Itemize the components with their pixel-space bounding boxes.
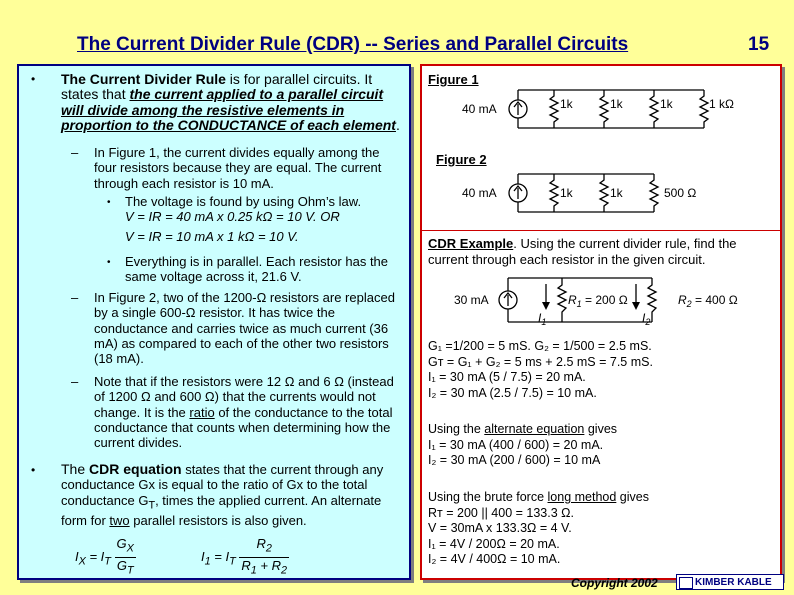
example-intro-text: . Using the current divider rule, find the current through each resistor in the given circuit. bbox=[428, 236, 737, 267]
eq-two: two bbox=[109, 513, 130, 529]
ratio-text-b: of the conductance to the total conductance that counts when determining how the current divides. bbox=[94, 404, 393, 451]
fig1-source-label: 40 mA bbox=[462, 102, 497, 116]
panel-divider bbox=[422, 230, 780, 231]
cdr-text: is for parallel circuits. It states that bbox=[61, 71, 373, 103]
title-text: The Current Divider Rule (CDR) -- Series and Parallel Circuits bbox=[77, 34, 629, 55]
cdr-formula: $I_X = I_T$ $\frac{G_X}{G_T}$ bbox=[75, 536, 134, 577]
kimber-kable-logo bbox=[676, 574, 784, 590]
fig1-r1: 1k bbox=[560, 97, 573, 111]
parallel-voltage-note: Everything is in parallel. Each resistor has the same voltage across it, 21.6 V. bbox=[125, 254, 389, 285]
cdr-period: . bbox=[395, 116, 400, 133]
brute-line: V = 30mA x 133.3Ω = 4 V. bbox=[428, 521, 572, 535]
alternate-solution bbox=[428, 422, 617, 469]
eq-text-d: , times the applied current. An alternate form for bbox=[61, 492, 382, 529]
ohms-law-line: The voltage is found by using Ohm’s law. bbox=[125, 194, 362, 209]
alternate-heading: Using the alternate equation gives bbox=[428, 422, 618, 436]
example-source: 30 mA bbox=[454, 293, 489, 307]
dash-marker: – bbox=[71, 145, 79, 160]
alternate-line: I₂ = 30 mA (200 / 600) = 10 mA bbox=[428, 453, 601, 467]
dash-marker: – bbox=[71, 290, 79, 305]
cdr-emphasis: the current applied to a parallel circuit will divide among the resistive elements in proportion to the CONDUCTANCE of each element bbox=[61, 86, 396, 133]
solution-line: G₁ =1/200 = 5 mS. G₂ = 1/500 = 2.5 mS. bbox=[428, 339, 652, 353]
figure1-label: Figure 1 bbox=[428, 72, 479, 87]
ohms-law-calc-1: V = IR = 40 mA x 0.25 kΩ = 10 V. OR bbox=[125, 209, 340, 225]
ohms-law-calc-2: V = IR = 10 mA x 1 kΩ = 10 V. bbox=[125, 228, 299, 244]
example-i2: $I_2$ bbox=[642, 311, 651, 327]
sub-bullet: • bbox=[107, 257, 111, 268]
fig1-r3: 1k bbox=[660, 97, 673, 111]
right-figures-panel bbox=[420, 64, 782, 580]
eq-term: CDR equation bbox=[89, 461, 182, 477]
page-number: 15 bbox=[748, 34, 770, 55]
cdr-equation-text bbox=[61, 462, 403, 529]
logo-mark-icon bbox=[679, 577, 693, 589]
logo-text: KIMBER KABLE bbox=[695, 577, 772, 588]
two-resistor-formula: $I_1 = I_T$ $\frac{R_2}{R_1 + R_2}$ bbox=[201, 536, 288, 577]
fig1-r4: 1 kΩ bbox=[709, 97, 734, 111]
ratio-word: ratio bbox=[189, 404, 215, 420]
brute-line: I₂ = 4V / 400Ω = 10 mA. bbox=[428, 552, 561, 566]
figure2-circuit bbox=[422, 168, 780, 224]
solution-line: Gᴛ = G₁ + G₂ = 5 ms + 2.5 mS = 7.5 mS. bbox=[428, 354, 653, 369]
cdr-definition bbox=[61, 72, 403, 133]
example-label: CDR Example bbox=[428, 236, 514, 251]
brute-line: I₁ = 4V / 200Ω = 20 mA. bbox=[428, 536, 560, 551]
example-i1: $I_1$ bbox=[538, 311, 547, 327]
example-circuit bbox=[422, 272, 780, 336]
example-r1: $R_1 = 200$ Ω bbox=[568, 293, 628, 309]
sub-bullet: • bbox=[107, 197, 111, 208]
brute-line: Rᴛ = 200 || 400 = 133.3 Ω. bbox=[428, 505, 574, 520]
eq-text-e: parallel resistors is also given. bbox=[129, 513, 307, 529]
figure2-explanation: In Figure 2, two of the 1200-Ω resistors are replaced by a single 600-Ω resistor. It has twice the conductance and carries twice as much current (36 mA) as compared to each of the other two resistors (18 mA). bbox=[94, 290, 395, 367]
example-r2: $R_2 = 400$ Ω bbox=[678, 293, 738, 309]
figure1-circuit bbox=[422, 84, 780, 144]
ratio-text-a: Note that if the resistors were 12 Ω and 6 Ω (instead of 1200 Ω and 600 Ω) that the currents would not change. It is the bbox=[94, 374, 394, 420]
eq-sub: T bbox=[148, 499, 156, 512]
cdr-term: The Current Divider Rule bbox=[61, 71, 226, 87]
figure1-explanation: In Figure 1, the current divides equally among the four resistors because they are equal. The current through each resistor is 10 mA. bbox=[94, 145, 382, 191]
brute-heading: Using the brute force long method gives bbox=[428, 490, 649, 504]
fig2-source-label: 40 mA bbox=[462, 186, 497, 200]
bullet-dot: • bbox=[31, 72, 36, 86]
cdr-example-intro bbox=[428, 236, 774, 267]
eq-text-a: The bbox=[61, 461, 90, 477]
dash-marker: – bbox=[71, 374, 79, 389]
example-solution bbox=[428, 339, 653, 401]
left-text-panel bbox=[17, 64, 411, 580]
figure2-label: Figure 2 bbox=[436, 152, 487, 167]
solution-line: I₂ = 30 mA (2.5 / 7.5) = 10 mA. bbox=[428, 385, 597, 400]
copyright-notice: Copyright 2002 bbox=[571, 576, 658, 590]
fig2-r3: 500 Ω bbox=[664, 186, 697, 200]
bullet-dot: • bbox=[31, 463, 36, 477]
fig1-r2: 1k bbox=[610, 97, 623, 111]
solution-line: I₁ = 30 mA (5 / 7.5) = 20 mA. bbox=[428, 370, 586, 384]
brute-force-solution bbox=[428, 490, 649, 568]
eq-text-c: states that the current through any conductance Gx is equal to the ratio of Gx to the total conductance G bbox=[61, 462, 384, 508]
fig2-r1: 1k bbox=[560, 186, 573, 200]
alternate-line: I₁ = 30 mA (400 / 600) = 20 mA. bbox=[428, 437, 604, 452]
ohms-law-block bbox=[125, 194, 405, 244]
fig2-r2: 1k bbox=[610, 186, 623, 200]
ratio-note bbox=[94, 374, 404, 450]
